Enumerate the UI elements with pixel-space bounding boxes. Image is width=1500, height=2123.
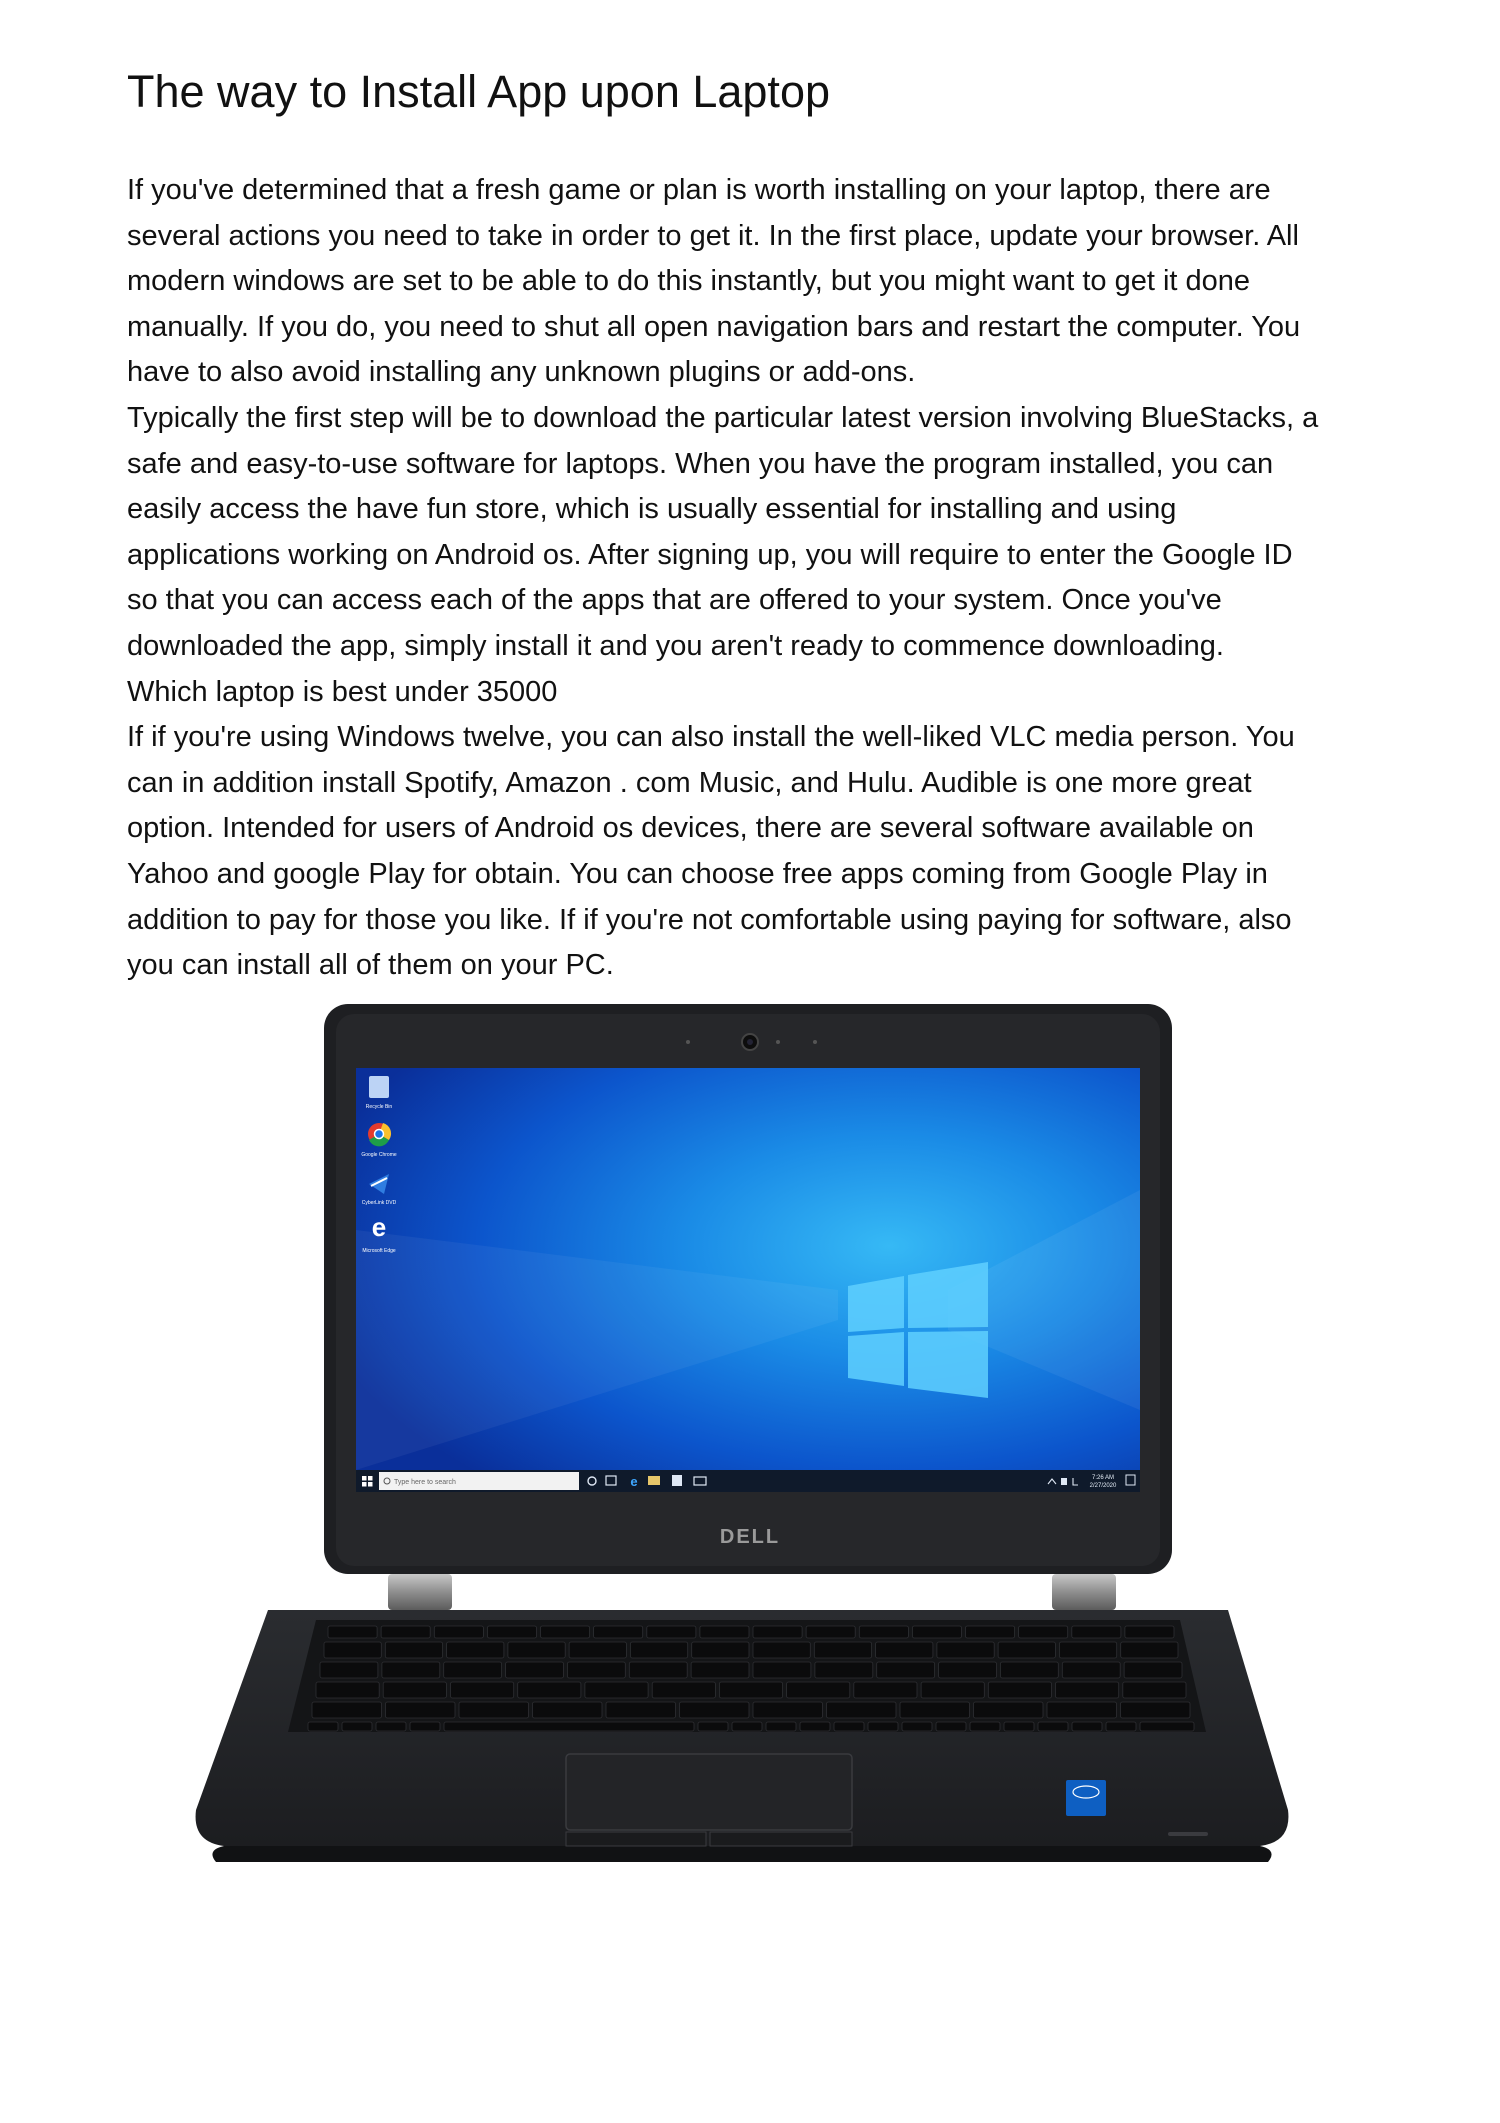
keyboard-key[interactable] <box>876 1642 933 1658</box>
status-lights <box>1168 1832 1208 1836</box>
laptop-image <box>188 990 1300 1890</box>
keyboard-key[interactable] <box>1121 1642 1178 1658</box>
keyboard-key[interactable] <box>312 1702 382 1718</box>
keyboard-key[interactable] <box>753 1702 823 1718</box>
keyboard-key[interactable] <box>386 1702 456 1718</box>
keyboard-key[interactable] <box>434 1626 483 1638</box>
keyboard-key[interactable] <box>939 1662 997 1678</box>
text-line: downloaded the app, simply install it and you aren't ready to commence downloading. <box>127 629 1224 662</box>
keyboard-key[interactable] <box>753 1662 811 1678</box>
keyboard-key[interactable] <box>1000 1662 1058 1678</box>
keyboard-key[interactable] <box>1123 1682 1186 1698</box>
keyboard-key[interactable] <box>998 1642 1055 1658</box>
keyboard-key[interactable] <box>921 1682 984 1698</box>
svg-text:Recycle Bin: Recycle Bin <box>365 1104 393 1110</box>
keyboard-key[interactable] <box>320 1662 378 1678</box>
text-line: can in addition install Spotify, Amazon . com Music, and Hulu. Audible is one more great <box>127 766 1252 799</box>
store-icon[interactable] <box>672 1475 682 1486</box>
text-line: If you've determined that a fresh game or plan is worth installing on your laptop, there are <box>127 174 1271 206</box>
keyboard-key[interactable] <box>459 1702 529 1718</box>
keyboard-key[interactable] <box>753 1642 810 1658</box>
keyboard-key[interactable] <box>970 1722 1000 1731</box>
text-line: several actions you need to take in order to get it. In the first place, update your browser. All <box>127 219 1299 252</box>
keyboard-key[interactable] <box>1124 1662 1182 1678</box>
keyboard-key[interactable] <box>877 1662 935 1678</box>
taskbar <box>356 1470 1140 1492</box>
keyboard-key[interactable] <box>698 1722 728 1731</box>
keyboard-key[interactable] <box>508 1642 565 1658</box>
keyboard-key[interactable] <box>308 1722 338 1731</box>
keyboard-key[interactable] <box>381 1626 430 1638</box>
keyboard-key[interactable] <box>827 1702 897 1718</box>
keyboard-key[interactable] <box>1140 1722 1194 1731</box>
dell-logo: DELL <box>719 1526 781 1548</box>
text-line: manually. If you do, you need to shut all open navigation bars and restart the computer. You <box>127 310 1301 343</box>
keyboard-key[interactable] <box>1125 1626 1174 1638</box>
laptop-base <box>196 1610 1289 1862</box>
page-title: The way to Install App upon Laptop <box>127 66 830 117</box>
keyboard-key[interactable] <box>900 1702 970 1718</box>
svg-text:e: e <box>371 1212 387 1242</box>
keyboard-key[interactable] <box>814 1642 871 1658</box>
text-line: easily access the have fun store, which is usually essential for installing and using <box>127 493 1177 526</box>
keyboard-key[interactable] <box>444 1662 502 1678</box>
text-line: Yahoo and google Play for obtain. You can choose free apps coming from Google Play in <box>127 857 1268 890</box>
keyboard-key[interactable] <box>680 1702 750 1718</box>
svg-text:CyberLink DVD: CyberLink DVD <box>361 1200 397 1206</box>
keyboard-key[interactable] <box>487 1626 536 1638</box>
keyboard-key[interactable] <box>753 1626 802 1638</box>
keyboard-key[interactable] <box>518 1682 581 1698</box>
keyboard-key[interactable] <box>410 1722 440 1731</box>
text-line: you can install all of them on your PC. <box>127 949 614 982</box>
keyboard-key[interactable] <box>1072 1722 1102 1731</box>
text-line: If if you're using Windows twelve, you can also install the well-liked VLC media person. You <box>127 721 1295 754</box>
keyboard-key[interactable] <box>324 1642 381 1658</box>
keyboard-key[interactable] <box>444 1722 694 1731</box>
keyboard-key[interactable] <box>834 1722 864 1731</box>
hinge-left <box>388 1574 452 1610</box>
taskbar-search-placeholder: Type here to search <box>394 1479 456 1486</box>
keyboard-key[interactable] <box>691 1662 749 1678</box>
keyboard-key[interactable] <box>451 1682 514 1698</box>
text-line: Typically the first step will be to download the particular latest version involving BlueStacks, a <box>127 401 1319 434</box>
article-body <box>127 168 1387 989</box>
keyboard-key[interactable] <box>594 1626 643 1638</box>
keyboard-key[interactable] <box>606 1702 676 1718</box>
keyboard-key[interactable] <box>1121 1702 1191 1718</box>
edge-taskbar-icon[interactable]: e <box>630 1474 638 1489</box>
keyboard-key[interactable] <box>1004 1722 1034 1731</box>
keyboard-key[interactable] <box>567 1662 625 1678</box>
keyboard-key[interactable] <box>382 1662 440 1678</box>
keyboard-key[interactable] <box>732 1722 762 1731</box>
keyboard-key[interactable] <box>316 1682 379 1698</box>
hinge-right <box>1052 1574 1116 1610</box>
keyboard-key[interactable] <box>1038 1722 1068 1731</box>
keyboard-key[interactable] <box>692 1642 749 1658</box>
text-line: modern windows are set to be able to do this instantly, but you might want to get it done <box>127 265 1251 298</box>
text-line: applications working on Android os. After signing up, you will require to enter the Google ID <box>127 538 1293 571</box>
taskbar-clock-date: 2/27/2020 <box>1089 1483 1117 1489</box>
text-line: Which laptop is best under 35000 <box>127 675 558 708</box>
text-line: option. Intended for users of Android os devices, there are several software available on <box>127 812 1254 845</box>
keyboard-key[interactable] <box>912 1626 961 1638</box>
svg-text:Google Chrome: Google Chrome <box>361 1152 397 1158</box>
keyboard-key[interactable] <box>700 1626 749 1638</box>
keyboard-key[interactable] <box>854 1682 917 1698</box>
text-line: addition to pay for those you like. If if you're not comfortable using paying for software, also <box>127 903 1292 936</box>
text-line: so that you can access each of the apps that are offered to your system. Once you've <box>127 584 1222 617</box>
keyboard-key[interactable] <box>630 1642 687 1658</box>
touchpad-left-button[interactable] <box>566 1832 706 1846</box>
keyboard-key[interactable] <box>383 1682 446 1698</box>
keyboard-key[interactable] <box>966 1626 1015 1638</box>
keyboard-key[interactable] <box>328 1626 377 1638</box>
keyboard-key[interactable] <box>806 1626 855 1638</box>
keyboard-key[interactable] <box>652 1682 715 1698</box>
keyboard-key[interactable] <box>937 1642 994 1658</box>
text-line: safe and easy-to-use software for laptops. When you have the program installed, you can <box>127 447 1274 480</box>
keyboard-key[interactable] <box>447 1642 504 1658</box>
keyboard-key[interactable] <box>569 1642 626 1658</box>
keyboard-key[interactable] <box>1019 1626 1068 1638</box>
keyboard-key[interactable] <box>1056 1682 1119 1698</box>
keyboard-key[interactable] <box>787 1682 850 1698</box>
keyboard-key[interactable] <box>629 1662 687 1678</box>
keyboard-key[interactable] <box>1106 1722 1136 1731</box>
laptop-screen <box>356 1068 1140 1492</box>
keyboard-key[interactable] <box>533 1702 603 1718</box>
touchpad-right-button[interactable] <box>710 1832 852 1846</box>
keyboard-key[interactable] <box>1047 1702 1117 1718</box>
keyboard-key[interactable] <box>800 1722 830 1731</box>
keyboard-key[interactable] <box>936 1722 966 1731</box>
touchpad[interactable] <box>566 1754 852 1830</box>
taskbar-clock-time: 7:26 AM <box>1091 1475 1115 1481</box>
keyboard-key[interactable] <box>719 1682 782 1698</box>
file-explorer-icon[interactable] <box>648 1476 660 1485</box>
keyboard-key[interactable] <box>385 1642 442 1658</box>
keyboard-key[interactable] <box>506 1662 564 1678</box>
keyboard-key[interactable] <box>902 1722 932 1731</box>
keyboard-key[interactable] <box>1062 1662 1120 1678</box>
keyboard-key[interactable] <box>342 1722 372 1731</box>
keyboard-key[interactable] <box>766 1722 796 1731</box>
keyboard-key[interactable] <box>585 1682 648 1698</box>
keyboard-key[interactable] <box>988 1682 1051 1698</box>
keyboard-key[interactable] <box>868 1722 898 1731</box>
keyboard-key[interactable] <box>815 1662 873 1678</box>
keyboard-key[interactable] <box>541 1626 590 1638</box>
network-icon[interactable] <box>1061 1478 1067 1485</box>
keyboard-key[interactable] <box>1059 1642 1116 1658</box>
keyboard-key[interactable] <box>859 1626 908 1638</box>
keyboard-key[interactable] <box>376 1722 406 1731</box>
keyboard-key[interactable] <box>647 1626 696 1638</box>
desktop-icon-recycle-bin[interactable] <box>366 1076 393 1110</box>
keyboard-key[interactable] <box>974 1702 1044 1718</box>
svg-text:Microsoft Edge: Microsoft Edge <box>362 1248 396 1254</box>
text-line: have to also avoid installing any unknown plugins or add-ons. <box>127 356 916 389</box>
keyboard-key[interactable] <box>1072 1626 1121 1638</box>
